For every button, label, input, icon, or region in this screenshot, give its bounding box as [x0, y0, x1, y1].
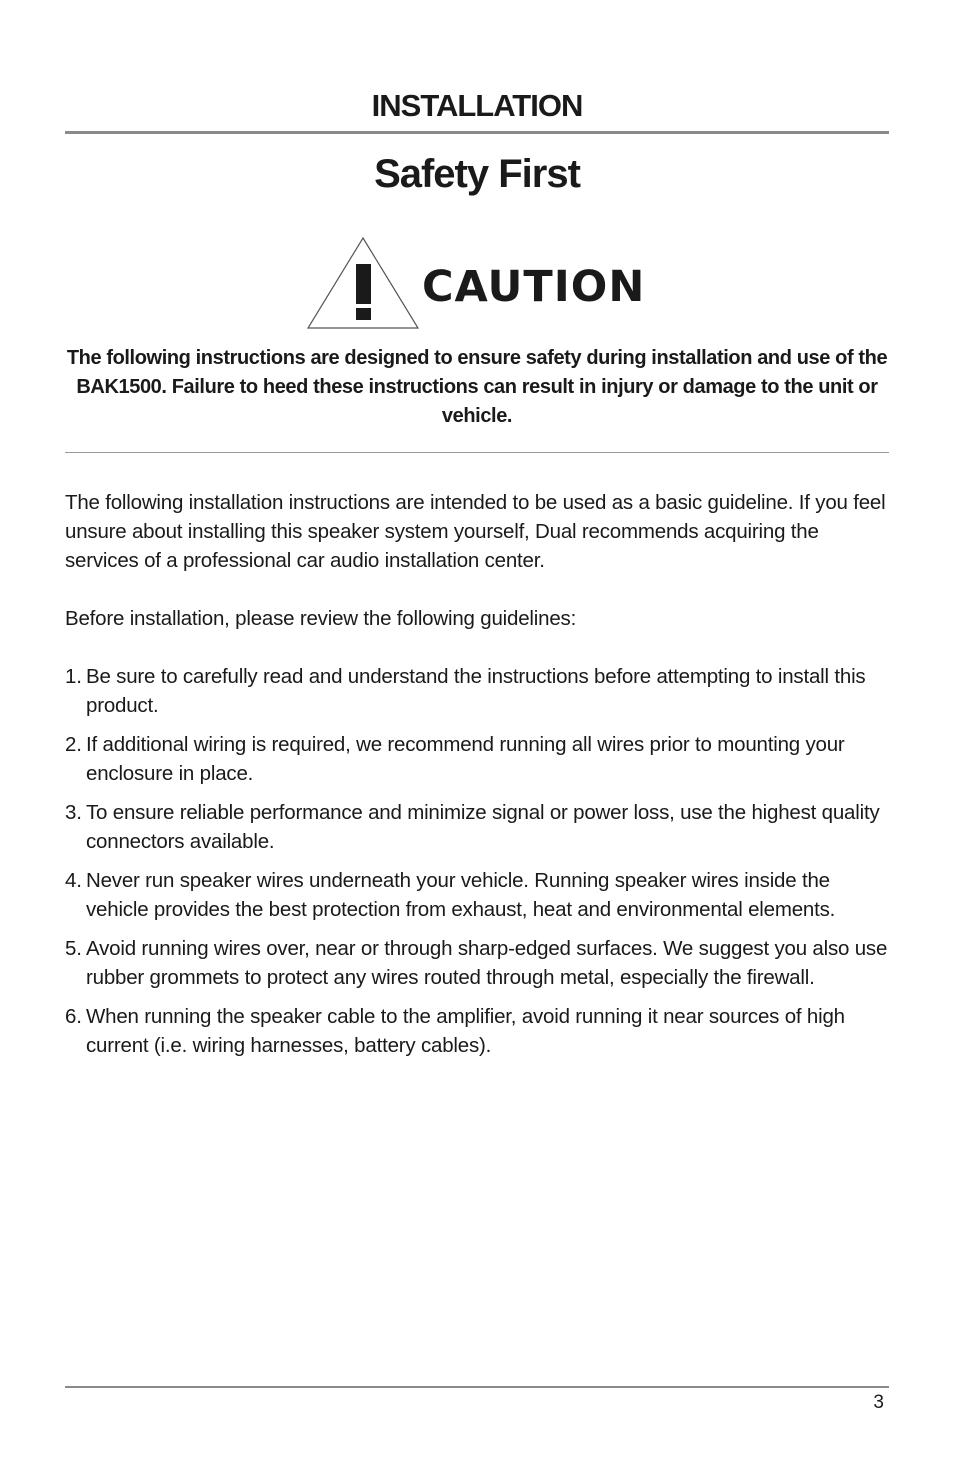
- warning-divider: [65, 452, 889, 453]
- list-item: [65, 730, 889, 788]
- warning-triangle-icon: [305, 236, 421, 330]
- footer-divider: [65, 1386, 889, 1388]
- guidelines-list: [65, 662, 889, 1060]
- guidelines-lead: Before installation, please review the following guidelines:: [65, 607, 577, 630]
- list-item: [65, 1002, 889, 1060]
- list-item: [65, 662, 889, 720]
- list-item: [65, 866, 889, 924]
- list-item-number: 1.: [65, 665, 82, 688]
- list-item-text: When running the speaker cable to the amplifier, avoid running it near sources of high current (i.e. wiring harnesses, battery cables).: [86, 1005, 845, 1057]
- caution-label: CAUTION: [422, 262, 646, 312]
- intro-paragraph: The following installation instructions are intended to be used as a basic guideline. If you feel unsure about installing this speaker system yourself, Dual recommends acquiring the services of a professional car audio installation center.: [65, 491, 886, 572]
- list-item-text: If additional wiring is required, we recommend running all wires prior to mounting your enclosure in place.: [86, 733, 845, 785]
- page-number: 3: [873, 1392, 884, 1413]
- list-item-text: Avoid running wires over, near or through sharp-edged surfaces. We suggest you also use rubber grommets to protect any wires routed through metal, especially the firewall.: [86, 937, 888, 989]
- list-item-text: Be sure to carefully read and understand the instructions before attempting to install this product.: [86, 665, 866, 717]
- list-item: [65, 934, 889, 992]
- list-item-number: 6.: [65, 1005, 82, 1028]
- list-item-number: 4.: [65, 869, 82, 892]
- list-item-number: 2.: [65, 733, 82, 756]
- list-item-number: 3.: [65, 801, 82, 824]
- page-title: Safety First: [374, 152, 580, 196]
- list-item: [65, 798, 889, 856]
- list-item-text: Never run speaker wires underneath your vehicle. Running speaker wires inside the vehicle provides the best protection from exhaust, heat and environmental elements.: [86, 869, 836, 921]
- safety-warning: The following instructions are designed to ensure safety during installation and use of the BAK1500. Failure to heed these instructions can result in injury or damage to the unit or vehicle.: [66, 347, 888, 427]
- list-item-text: To ensure reliable performance and minimize signal or power loss, use the highest quality connectors available.: [86, 801, 880, 853]
- list-item-number: 5.: [65, 937, 82, 960]
- header-divider: [65, 131, 889, 134]
- instructions-body: [65, 488, 889, 1070]
- section-heading: INSTALLATION: [371, 88, 583, 123]
- caution-banner: [305, 236, 665, 330]
